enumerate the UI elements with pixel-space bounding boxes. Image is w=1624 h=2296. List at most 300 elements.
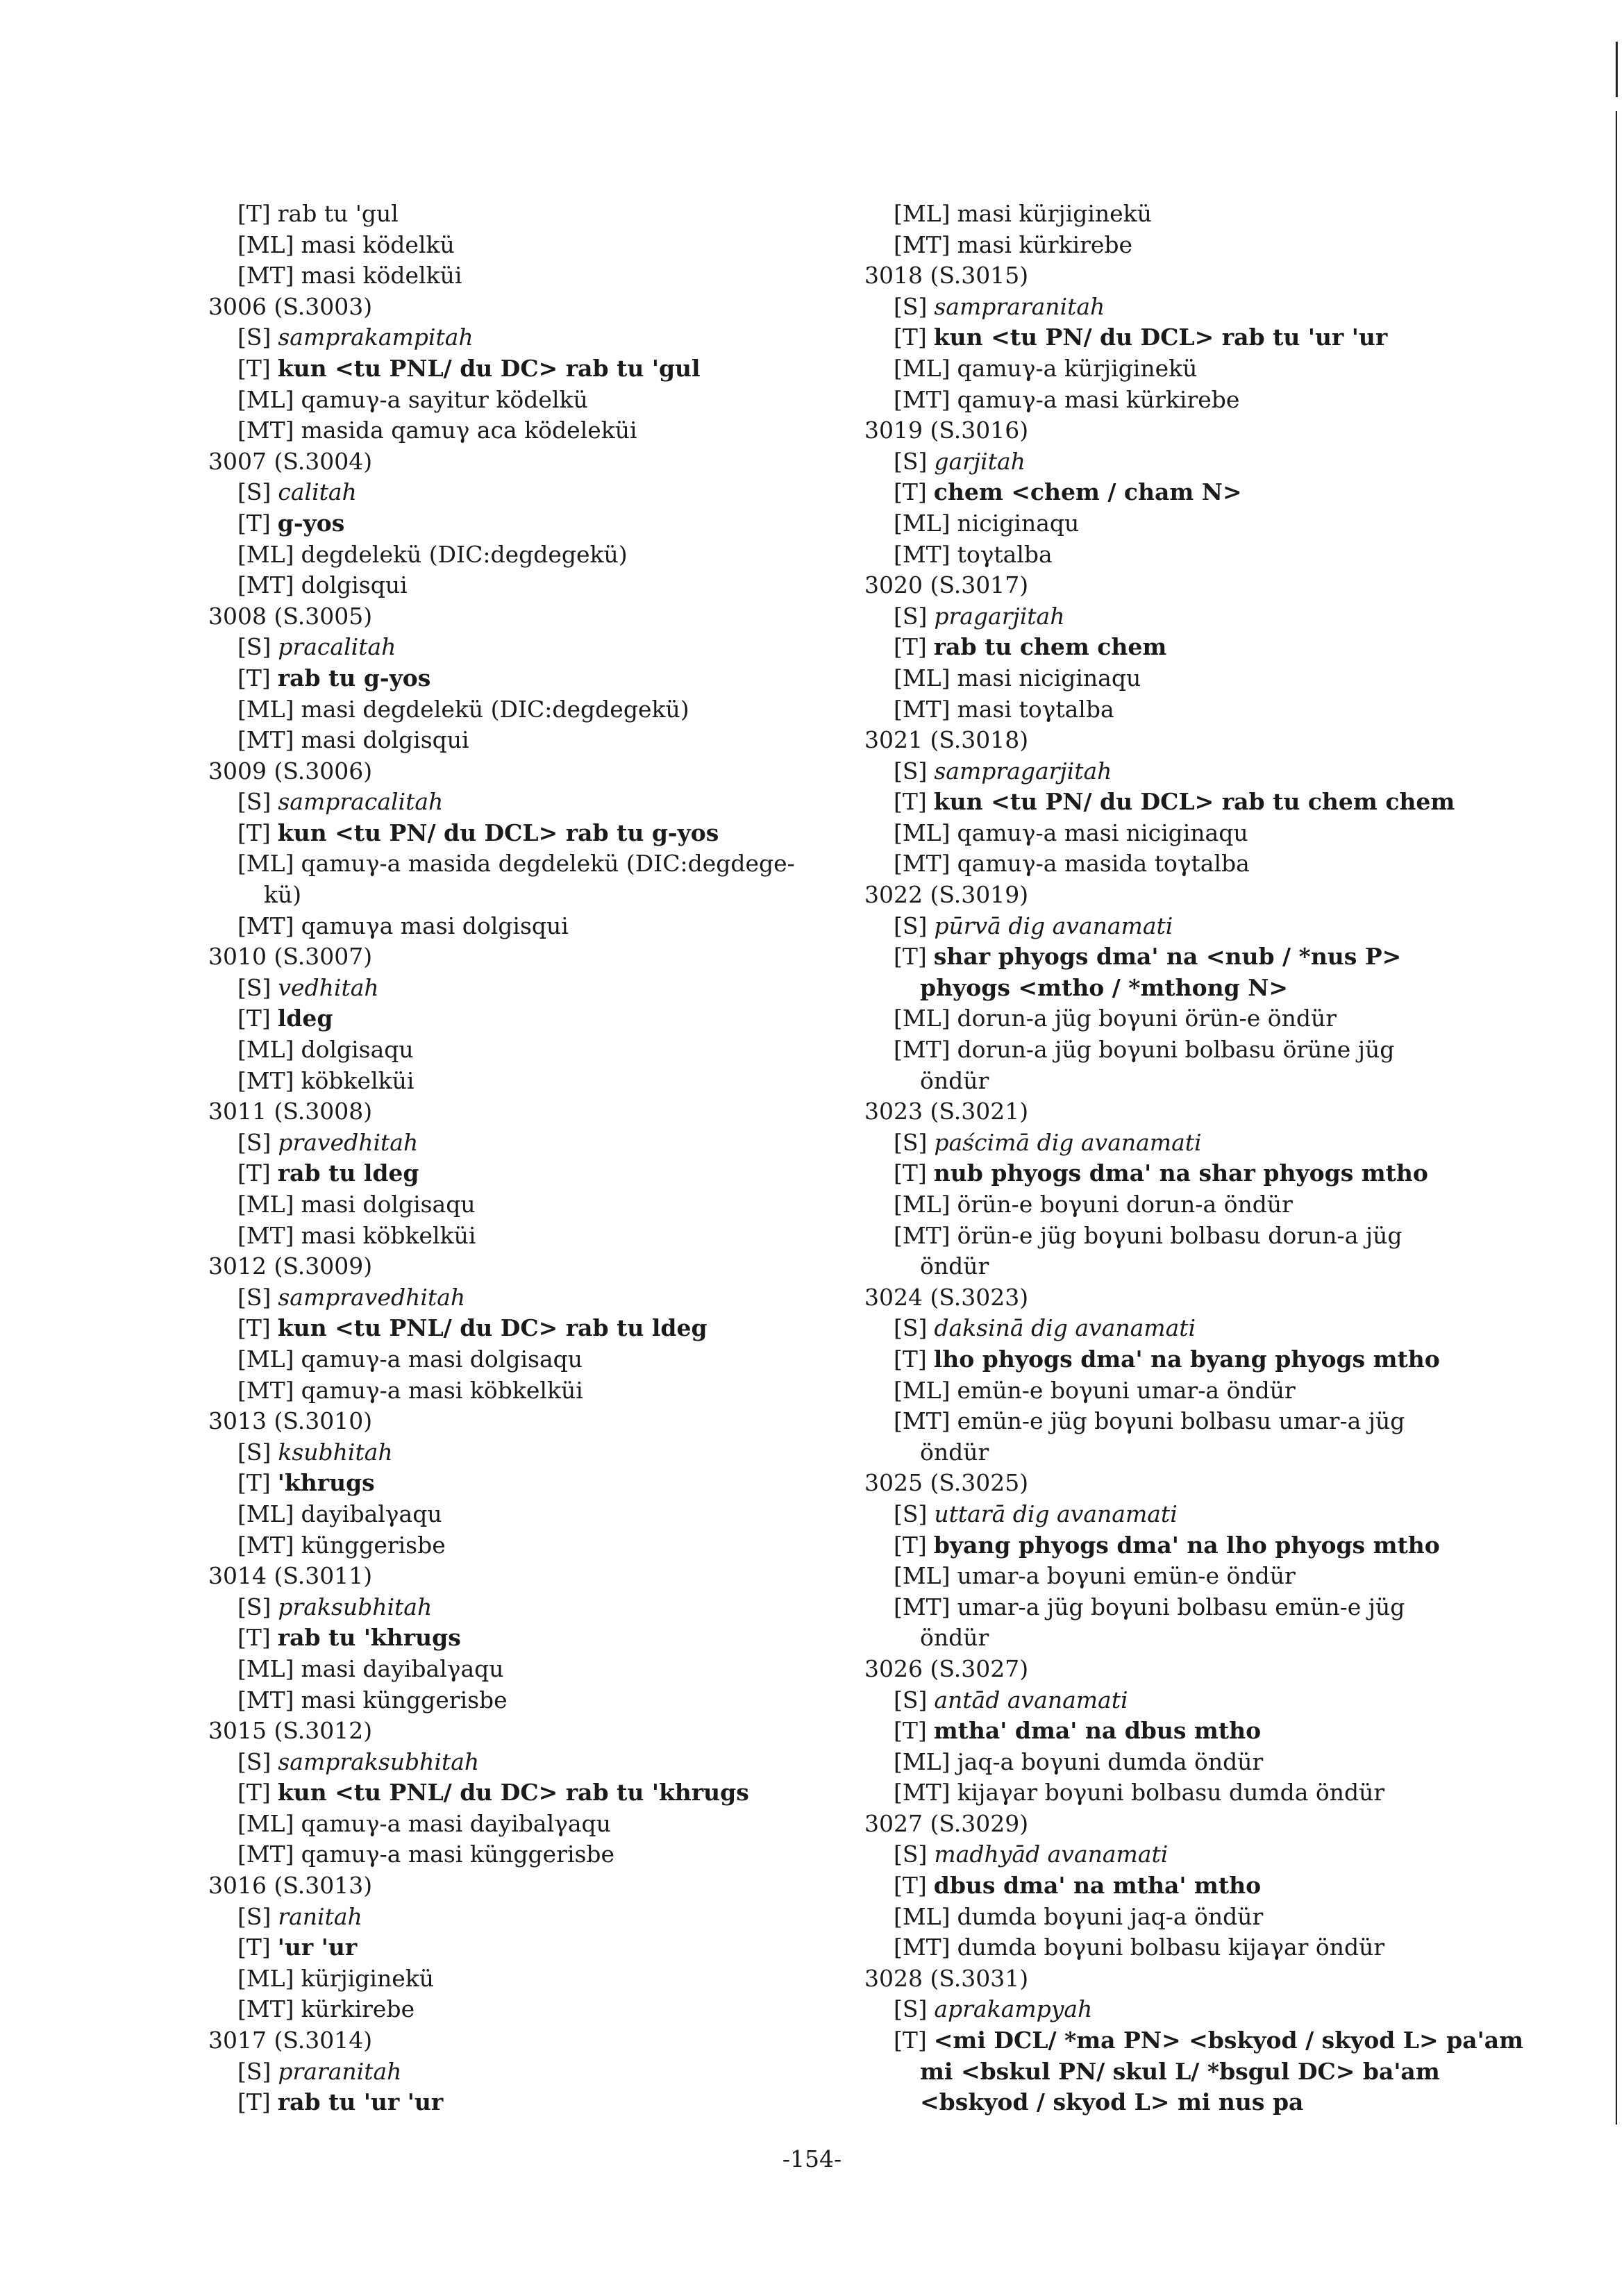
language-tag: [MT] <box>237 912 294 939</box>
entry-line <box>864 1344 1510 1375</box>
entry-text: ldeg <box>277 1005 333 1032</box>
entry-number <box>208 1406 854 1437</box>
language-tag: [MT] <box>894 1036 951 1064</box>
entry-line <box>208 1066 854 1097</box>
left-column <box>208 199 854 2118</box>
entry-line <box>864 508 1510 539</box>
language-tag: [ML] <box>237 1191 294 1218</box>
entry-line <box>208 1344 854 1375</box>
entry-number-text: 3018 (S.3015) <box>864 262 1029 290</box>
entry-line <box>864 1313 1510 1344</box>
language-tag: [S] <box>894 1841 928 1868</box>
entry-text: kun <tu PNL/ du DC> rab tu 'khrugs <box>277 1779 749 1807</box>
entry-number <box>864 1654 1510 1685</box>
entry-number-text: 3023 (S.3021) <box>864 1098 1029 1125</box>
entry-text: g-yos <box>277 509 345 537</box>
entry-line <box>208 1685 854 1716</box>
language-tag: [T] <box>237 200 271 227</box>
continuation-line <box>864 2056 1510 2088</box>
entry-line <box>864 1499 1510 1530</box>
entry-line <box>864 818 1510 849</box>
entry-text: masi köbkelküi <box>301 1221 476 1249</box>
entry-number-text: 3016 (S.3013) <box>208 1872 373 1900</box>
entry-number <box>864 880 1510 911</box>
language-tag: [T] <box>237 1159 271 1187</box>
entry-line <box>864 694 1510 726</box>
language-tag: [MT] <box>237 1066 294 1094</box>
entry-line <box>864 292 1510 323</box>
entry-line <box>208 1375 854 1407</box>
language-tag: [MT] <box>894 1593 951 1620</box>
entry-text: dumda boγuni bolbasu kijaγar öndür <box>957 1934 1385 1961</box>
scan-edge-line <box>1616 111 1617 2125</box>
entry-text: degdelekü (DIC:degdegekü) <box>301 540 628 568</box>
entry-text: qamuγ-a masi kürkirebe <box>957 385 1240 413</box>
entry-text: sampracalitah <box>278 788 444 816</box>
entry-line <box>208 1747 854 1778</box>
entry-line <box>864 911 1510 942</box>
entry-text: jaq-a boγuni dumda öndür <box>957 1748 1264 1775</box>
entry-number-text: 3012 (S.3009) <box>208 1252 373 1280</box>
entry-number <box>208 446 854 478</box>
entry-line <box>208 1592 854 1623</box>
language-tag: [MT] <box>237 1221 294 1249</box>
language-tag: [T] <box>237 819 271 846</box>
language-tag: [ML] <box>894 1191 951 1218</box>
entry-text: qamuγ-a masi niciginaqu <box>957 819 1248 846</box>
entry-text: mtha' dma' na dbus mtho <box>933 1717 1262 1745</box>
continuation-line <box>208 880 854 911</box>
entry-line <box>864 1034 1510 1066</box>
entry-number-text: 3017 (S.3014) <box>208 2027 373 2054</box>
language-tag: [ML] <box>894 1376 951 1404</box>
continuation-line <box>864 1623 1510 1654</box>
language-tag: [S] <box>894 912 928 939</box>
entry-number <box>208 2025 854 2056</box>
entry-number <box>864 725 1510 756</box>
entry-line <box>208 1128 854 1159</box>
entry-text: dumda boγuni jaq-a öndür <box>957 1902 1264 1930</box>
entry-line <box>864 1932 1510 1963</box>
entry-number <box>208 1251 854 1282</box>
entry-number <box>864 1963 1510 1995</box>
entry-text: öndür <box>920 1438 989 1466</box>
language-tag: [T] <box>237 2088 271 2116</box>
language-tag: [T] <box>894 1159 927 1187</box>
language-tag: [MT] <box>237 1841 294 1868</box>
entry-line <box>864 1003 1510 1034</box>
language-tag: [S] <box>894 1995 928 2023</box>
entry-line <box>208 570 854 601</box>
language-tag: [MT] <box>237 726 294 754</box>
entry-line <box>864 1189 1510 1221</box>
entry-number <box>864 570 1510 601</box>
entry-text: rab tu 'gul <box>277 200 399 227</box>
entry-line <box>864 230 1510 261</box>
language-tag: [S] <box>894 1500 928 1527</box>
entry-number <box>208 1716 854 1747</box>
language-tag: [T] <box>237 354 271 382</box>
entry-line <box>864 1221 1510 1252</box>
language-tag: [S] <box>894 1686 928 1713</box>
entry-line <box>208 663 854 694</box>
language-tag: [ML] <box>237 1500 294 1527</box>
entry-line <box>864 1685 1510 1716</box>
entry-line <box>208 1003 854 1034</box>
entry-line <box>208 1282 854 1314</box>
language-tag: [ML] <box>894 1005 951 1032</box>
entry-text: sampravedhitah <box>278 1283 466 1311</box>
entry-text: köbkelküi <box>301 1066 415 1094</box>
entry-line <box>864 1592 1510 1623</box>
continuation-line <box>864 973 1510 1004</box>
right-column <box>864 199 1523 2118</box>
language-tag: [ML] <box>237 1036 294 1064</box>
entry-text: qamuγ-a masi künggerisbe <box>301 1841 615 1868</box>
entry-number-text: 3027 (S.3029) <box>864 1809 1029 1837</box>
entry-number-text: 3024 (S.3023) <box>864 1283 1029 1311</box>
entry-line <box>208 2087 854 2118</box>
entry-text: toγtalba <box>957 540 1053 568</box>
continuation-line <box>864 2087 1510 2118</box>
language-tag: [T] <box>894 1872 927 1900</box>
entry-text: daksinā dig avanamati <box>934 1314 1196 1342</box>
language-tag: [S] <box>894 292 928 320</box>
language-tag: [S] <box>237 478 271 506</box>
entry-line <box>864 446 1510 478</box>
language-tag: [ML] <box>894 1748 951 1775</box>
entry-text: kun <tu PN/ du DCL> rab tu chem chem <box>933 788 1455 816</box>
language-tag: [S] <box>237 1902 271 1930</box>
entry-text: lho phyogs dma' na byang phyogs mtho <box>933 1345 1440 1373</box>
entry-number <box>864 415 1510 446</box>
entry-line <box>208 2056 854 2088</box>
language-tag: [ML] <box>237 695 294 723</box>
language-tag: [MT] <box>894 1221 951 1249</box>
entry-text: dolgisqui <box>301 571 408 599</box>
language-tag: [T] <box>237 1934 271 1961</box>
entry-line <box>208 230 854 261</box>
entry-text: ksubhitah <box>278 1438 393 1466</box>
entry-number-text: 3025 (S.3025) <box>864 1469 1029 1497</box>
entry-text: masi kürjiginekü <box>957 200 1152 227</box>
entry-text: rab tu ldeg <box>277 1159 419 1187</box>
entry-text: pūrvā dig avanamati <box>934 912 1173 939</box>
entry-text: qamuγ-a masi dayibalγaqu <box>301 1809 611 1837</box>
entry-line <box>208 539 854 571</box>
language-tag: [MT] <box>894 540 951 568</box>
language-tag: [T] <box>237 1624 271 1652</box>
entry-text: masi künggerisbe <box>301 1686 508 1713</box>
entry-text: phyogs <mtho / *mthong N> <box>920 973 1289 1001</box>
entry-line <box>864 1375 1510 1407</box>
entry-text: masida qamuγ aca ködeleküi <box>301 417 637 444</box>
entry-text: rab tu 'khrugs <box>277 1624 461 1652</box>
language-tag: [S] <box>894 602 928 630</box>
entry-line <box>208 1809 854 1840</box>
entry-number-text: 3020 (S.3017) <box>864 571 1029 599</box>
language-tag: [S] <box>894 1128 928 1156</box>
language-tag: [ML] <box>237 540 294 568</box>
entry-number-text: 3009 (S.3006) <box>208 757 373 785</box>
language-tag: [MT] <box>894 1934 951 1961</box>
entry-number-text: 3026 (S.3027) <box>864 1654 1029 1682</box>
entry-text: dorun-a jüg boγuni bolbasu örüne jüg <box>957 1036 1395 1064</box>
language-tag: [ML] <box>894 200 951 227</box>
entry-line <box>864 353 1510 385</box>
language-tag: [S] <box>894 447 928 475</box>
entry-text: rab tu chem chem <box>933 633 1167 661</box>
language-tag: [T] <box>894 1345 927 1373</box>
entry-number-text: 3022 (S.3019) <box>864 881 1029 909</box>
entry-text: antād avanamati <box>934 1686 1128 1713</box>
entry-text: qamuγ-a sayitur ködelkü <box>301 385 588 413</box>
language-tag: [T] <box>894 943 927 971</box>
entry-text: emün-e boγuni umar-a öndür <box>957 1376 1296 1404</box>
scan-edge-mark <box>1616 42 1618 97</box>
entry-text: kü) <box>264 881 302 909</box>
entry-number <box>208 1096 854 1128</box>
language-tag: [ML] <box>894 1562 951 1590</box>
entry-text: masi toγtalba <box>957 695 1114 723</box>
language-tag: [MT] <box>237 1376 294 1404</box>
entry-text: öndür <box>920 1066 989 1094</box>
language-tag: [T] <box>894 1531 927 1559</box>
entry-text: örün-e boγuni dorun-a öndür <box>957 1191 1293 1218</box>
entry-line <box>208 1530 854 1561</box>
language-tag: [T] <box>894 478 927 506</box>
entry-line <box>864 601 1510 632</box>
entry-line <box>208 725 854 756</box>
entry-text: mi <bskul PN/ skul L/ *bsgul DC> ba'am <box>920 2057 1440 2085</box>
entry-text: madhyād avanamati <box>934 1841 1169 1868</box>
entry-line <box>208 1499 854 1530</box>
entry-text: masi dolgisqui <box>301 726 469 754</box>
entry-line <box>864 1716 1510 1747</box>
entry-number-text: 3011 (S.3008) <box>208 1098 373 1125</box>
entry-line <box>864 199 1510 230</box>
entry-text: örün-e jüg boγuni bolbasu dorun-a jüg <box>957 1221 1403 1249</box>
entry-line <box>208 694 854 726</box>
entry-line <box>208 818 854 849</box>
entry-text: niciginaqu <box>957 509 1080 537</box>
language-tag: [S] <box>237 1593 271 1620</box>
language-tag: [S] <box>237 1283 271 1311</box>
entry-text: künggerisbe <box>301 1531 446 1559</box>
entry-text: samprakampitah <box>278 324 474 351</box>
language-tag: [MT] <box>237 571 294 599</box>
entry-line <box>208 260 854 292</box>
entry-number <box>208 601 854 632</box>
entry-text: kun <tu PNL/ du DC> rab tu ldeg <box>277 1314 708 1342</box>
language-tag: [T] <box>894 788 927 816</box>
language-tag: [ML] <box>894 354 951 382</box>
entry-line <box>208 353 854 385</box>
language-tag: [T] <box>237 1005 271 1032</box>
language-tag: [ML] <box>237 850 294 878</box>
entry-line <box>208 973 854 1004</box>
entry-text: <bskyod / skyod L> mi nus pa <box>920 2088 1304 2116</box>
language-tag: [MT] <box>237 1995 294 2023</box>
entry-line <box>864 2025 1523 2056</box>
language-tag: [MT] <box>894 695 951 723</box>
language-tag: [ML] <box>237 385 294 413</box>
entry-line <box>864 539 1510 571</box>
entry-line <box>864 848 1510 880</box>
entry-text: masi niciginaqu <box>957 664 1141 692</box>
entry-line <box>864 1870 1510 1902</box>
entry-text: aprakampyah <box>934 1995 1093 2023</box>
entry-line <box>208 1468 854 1499</box>
entry-text: dayibalγaqu <box>301 1500 442 1527</box>
entry-line <box>208 1932 854 1963</box>
language-tag: [T] <box>894 324 927 351</box>
entry-text: uttarā dig avanamati <box>934 1500 1178 1527</box>
entry-line <box>864 477 1510 508</box>
entry-line <box>208 848 854 880</box>
language-tag: [S] <box>237 788 271 816</box>
entry-line <box>208 1654 854 1685</box>
entry-text: vedhitah <box>278 973 379 1001</box>
entry-text: masi dayibalγaqu <box>301 1654 504 1682</box>
entry-text: öndür <box>920 1252 989 1280</box>
entry-text: pravedhitah <box>278 1128 419 1156</box>
entry-line <box>208 1221 854 1252</box>
entry-number <box>864 1809 1510 1840</box>
entry-line <box>208 1777 854 1809</box>
entry-line <box>864 1747 1510 1778</box>
language-tag: [S] <box>237 324 271 351</box>
language-tag: [MT] <box>894 1407 951 1435</box>
entry-text: pragarjitah <box>934 602 1065 630</box>
entry-text: chem <chem / cham N> <box>933 478 1242 506</box>
language-tag: [S] <box>237 2057 271 2085</box>
entry-text: sampraranitah <box>934 292 1105 320</box>
entry-number-text: 3021 (S.3018) <box>864 726 1029 754</box>
entry-text: qamuγ-a masida toγtalba <box>957 850 1250 878</box>
entry-text: öndür <box>920 1624 989 1652</box>
page-number: -154- <box>782 2145 842 2172</box>
language-tag: [ML] <box>237 231 294 258</box>
entry-text: sampragarjitah <box>934 757 1112 785</box>
entry-line <box>208 199 854 230</box>
entry-line <box>864 1902 1510 1933</box>
language-tag: [S] <box>894 757 928 785</box>
entry-number <box>864 1096 1510 1128</box>
entry-text: qamuγ-a masi köbkelküi <box>301 1376 583 1404</box>
entry-text: rab tu g-yos <box>277 664 431 692</box>
entry-text: masi degdelekü (DIC:degdegekü) <box>301 695 689 723</box>
entry-text: paścimā dig avanamati <box>934 1128 1202 1156</box>
entry-text: masi ködelküi <box>301 262 462 290</box>
language-tag: [MT] <box>894 385 951 413</box>
language-tag: [T] <box>894 1717 927 1745</box>
entry-text: garjitah <box>934 447 1026 475</box>
entry-line <box>864 663 1510 694</box>
entry-line <box>208 1994 854 2025</box>
entry-line <box>208 1034 854 1066</box>
entry-line <box>208 1158 854 1189</box>
entry-line <box>864 1561 1510 1592</box>
entry-text: praksubhitah <box>278 1593 433 1620</box>
entry-line <box>864 632 1510 663</box>
language-tag: [T] <box>237 664 271 692</box>
entry-text: byang phyogs dma' na lho phyogs mtho <box>933 1531 1440 1559</box>
language-tag: [ML] <box>894 664 951 692</box>
entry-text: kun <tu PN/ du DCL> rab tu g-yos <box>277 819 719 846</box>
entry-text: 'ur 'ur <box>277 1934 358 1961</box>
entry-number <box>864 260 1510 292</box>
entry-text: shar phyogs dma' na <nub / *nus P> <box>933 943 1402 971</box>
continuation-line <box>864 1251 1510 1282</box>
entry-number-text: 3015 (S.3012) <box>208 1717 373 1745</box>
entry-line <box>864 1530 1510 1561</box>
language-tag: [ML] <box>237 1964 294 1992</box>
entry-line <box>208 415 854 446</box>
entry-number <box>208 756 854 787</box>
entry-text: kürjiginekü <box>301 1964 434 1992</box>
language-tag: [ML] <box>894 819 951 846</box>
entry-text: nub phyogs dma' na shar phyogs mtho <box>933 1159 1428 1187</box>
entry-line <box>208 632 854 663</box>
language-tag: [ML] <box>894 509 951 537</box>
entry-line <box>208 1189 854 1221</box>
entry-line <box>864 1777 1510 1809</box>
entry-text: sampraksubhitah <box>278 1748 480 1775</box>
entry-line <box>208 385 854 416</box>
entry-number-text: 3028 (S.3031) <box>864 1964 1029 1992</box>
entry-number <box>208 1561 854 1592</box>
entry-line <box>208 1963 854 1995</box>
language-tag: [S] <box>894 1314 928 1342</box>
entry-line <box>208 322 854 353</box>
entry-text: ranitah <box>278 1902 362 1930</box>
language-tag: [MT] <box>894 1779 951 1807</box>
continuation-line <box>864 1437 1510 1468</box>
language-tag: [T] <box>894 633 927 661</box>
language-tag: [MT] <box>237 262 294 290</box>
entry-number <box>864 1282 1510 1314</box>
language-tag: [MT] <box>894 231 951 258</box>
language-tag: [ML] <box>237 1809 294 1837</box>
entry-line <box>208 1902 854 1933</box>
entry-text: emün-e jüg boγuni bolbasu umar-a jüg <box>957 1407 1405 1435</box>
entry-number-text: 3006 (S.3003) <box>208 292 373 320</box>
language-tag: [MT] <box>894 850 951 878</box>
entry-line <box>864 787 1510 818</box>
entry-number <box>208 1870 854 1902</box>
language-tag: [T] <box>237 1314 271 1342</box>
entry-text: qamuγ-a kürjiginekü <box>957 354 1198 382</box>
entry-text: 'khrugs <box>277 1469 375 1497</box>
entry-number <box>208 941 854 973</box>
entry-text: kun <tu PN/ du DCL> rab tu 'ur 'ur <box>933 324 1388 351</box>
entry-text: calitah <box>278 478 357 506</box>
entry-line <box>208 1839 854 1870</box>
entry-text: <mi DCL/ *ma PN> <bskyod / skyod L> pa'am <box>933 2027 1523 2054</box>
entry-line <box>208 1623 854 1654</box>
language-tag: [ML] <box>237 1654 294 1682</box>
entry-line <box>864 322 1510 353</box>
language-tag: [MT] <box>237 1686 294 1713</box>
entry-text: rab tu 'ur 'ur <box>277 2088 444 2116</box>
entry-text: dorun-a jüg boγuni örün-e öndür <box>957 1005 1337 1032</box>
entry-text: masi dolgisaqu <box>301 1191 476 1218</box>
language-tag: [T] <box>237 1469 271 1497</box>
entry-text: masi ködelkü <box>301 231 455 258</box>
entry-number-text: 3008 (S.3005) <box>208 602 373 630</box>
language-tag: [S] <box>237 1438 271 1466</box>
